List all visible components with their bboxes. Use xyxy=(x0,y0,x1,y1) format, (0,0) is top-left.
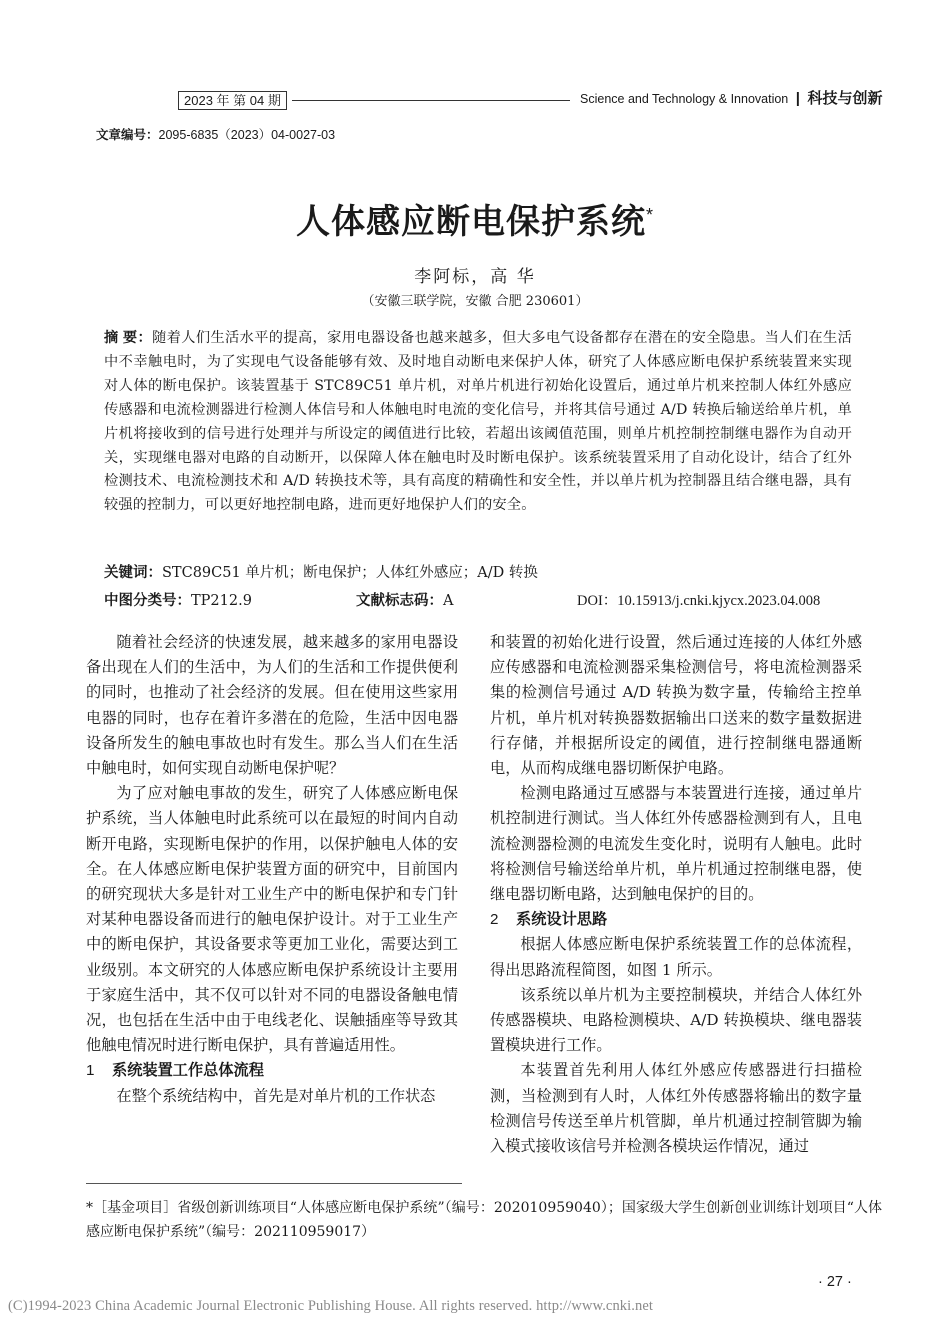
paper-title xyxy=(0,194,950,243)
paragraph: 和装置的初始化进行设置，然后通过连接的人体红外感应传感器和电流检测器采集检测信号，将电流检测器采集的检测信号通过 A/D 转换为数字量，传输给主控单片机，单片机对转换器数据输出口送来的数字量数据进行存储，并根据所设定的阈值，进行控制继电器通断电，从而构成继电器切断保护电路。 xyxy=(490,633,862,778)
authors: 李阿标，高 华 xyxy=(414,267,536,287)
paragraph: 随着社会经济的快速发展，越来越多的家用电器设备出现在人们的生活中，为人们的生活和工作提供便利的同时，也推动了社会经济的发展。但在使用这些家用电器的同时，也存在着许多潜在的危险，生活中因电器设备所发生的触电事故也时有发生。那么当人们在生活中触电时，如何实现自动断电保护呢？ xyxy=(86,633,458,778)
paragraph: 在整个系统结构中，首先是对单片机的工作状态 xyxy=(116,1086,436,1105)
section-number: 2 xyxy=(490,911,499,929)
body-column-right xyxy=(490,630,862,1159)
abstract-label: 摘 要： xyxy=(104,330,153,346)
document-code-value: A xyxy=(443,593,454,609)
article-number-label: 文章编号： xyxy=(96,128,159,142)
header-rule xyxy=(292,100,570,101)
clc-number xyxy=(104,589,252,610)
clc-label: 中图分类号： xyxy=(104,592,191,609)
paragraph: 根据人体感应断电保护系统装置工作的总体流程，得出思路流程简图，如图 1 所示。 xyxy=(490,935,862,979)
paragraph: 本装置首先利用人体红外感应传感器进行扫描检测，当检测到有人时，人体红外传感器将输出的数字量检测信号传送至单片机管脚，单片机通过控制管脚为输入模式接收该信号并检测各模块运作情况，通过 xyxy=(490,1061,862,1156)
body-column-left xyxy=(86,630,458,1109)
paragraph: 为了应对触电事故的发生，研究了人体感应断电保护系统，当人体触电时此系统可以在最短的时间内自动断开电路，实现断电保护的作用，以保护触电人体的安全。在人体感应断电保护装置方面的研究中，目前国内的研究现状大多是针对工业生产中的断电保护和专门针对某种电器设备而进行的触电保护设计。对于工业生产中的断电保护，其设备要求等更加工业化，需要达到工业级别。本文研究的人体感应断电保护系统设计主要用于家庭生活中，其不仅可以针对不同的电器设备触电情况，也包括在生活中由于电线老化、误触插座等导致其他触电情况时进行断电保护，具有普遍适用性。 xyxy=(86,784,458,1055)
affiliation: （安徽三联学院，安徽 合肥 230601） xyxy=(361,294,589,309)
section-title: 系统设计思路 xyxy=(516,911,608,929)
header-separator: | xyxy=(795,90,800,107)
section-heading-2 xyxy=(490,907,862,932)
document-code-label: 文献标志码： xyxy=(356,592,443,609)
journal-name-cn: 科技与创新 xyxy=(807,90,883,107)
footnote: *［基金项目］省级创新训练项目“人体感应断电保护系统”（编号：202010959040）；国家级大学生创新创业训练计划项目“人体感应断电保护系统”（编号：202110959017） xyxy=(86,1200,882,1240)
keywords-text: STC89C51 单片机；断电保护；人体红外感应；A/D 转换 xyxy=(162,565,538,581)
keywords-label: 关键词： xyxy=(104,565,162,581)
journal-name-en: Science and Technology & Innovation xyxy=(580,92,789,106)
paragraph: 检测电路通过互感器与本装置进行连接，通过单片机控制进行测试。当人体红外传感器检测到有人，且电流检测器检测的电流发生变化时，说明有人触电。此时将检测信号输送给单片机，单片机通过控制继电器，使继电器切断电路，达到触电保护的目的。 xyxy=(490,784,862,904)
title-footnote-mark: * xyxy=(645,205,654,225)
keywords xyxy=(104,562,538,584)
section-number: 1 xyxy=(86,1062,95,1080)
issue-label: 2023 年 第 04 期 xyxy=(178,91,287,110)
copyright-watermark: (C)1994-2023 China Academic Journal Electronic Publishing House. All rights reserved. http://www.cnki.net xyxy=(8,1298,654,1314)
journal-header xyxy=(580,90,882,108)
article-number xyxy=(96,125,335,143)
article-number-value: 2095-6835（2023）04-0027-03 xyxy=(158,128,336,142)
clc-value: TP212.9 xyxy=(191,593,252,609)
abstract xyxy=(104,327,852,518)
paper-title-text: 人体感应断电保护系统 xyxy=(295,203,646,241)
doi: DOI：10.15913/j.cnki.kjycx.2023.04.008 xyxy=(577,593,821,609)
page-number: · 27 · xyxy=(818,1274,852,1290)
section-heading-1 xyxy=(86,1058,458,1083)
section-title: 系统装置工作总体流程 xyxy=(112,1062,264,1080)
document-code xyxy=(356,589,453,610)
footnote-rule xyxy=(86,1183,462,1184)
abstract-text: 随着人们生活水平的提高，家用电器设备也越来越多，但大多电气设备都存在潜在的安全隐患。当人们在生活中不幸触电时，为了实现电气设备能够有效、及时地自动断电来保护人体，研究了人体感应断电保护系统装置来实现对人体的断电保护。该装置基于 STC89C51 单片机，对单片机进行初始化设置后，通过单片机来控制人体红外感应传感器和电流检测器进行检测人体信号和人体触电时电流的变化信号，并将其信号通过 A/D 转换后输送给单片机，单片机将接收到的信号进行处理并与所设定的阈值进行比较，若超出该阈值范围，则单片机控制控制继电器作为自动开关，实现继电器对电路的自动断开，以保障人体在触电时及时断电保护。该系统装置采用了自动化设计，结合了红外检测技术、电流检测技术和 A/D 转换技术等，具有高度的精确性和安全性，并以单片机为控制器且结合继电器，具有较强的控制力，可以更好地控制电路，进而更好地保护人们的安全。 xyxy=(104,330,853,514)
paragraph: 该系统以单片机为主要控制模块，并结合人体红外传感器模块、电路检测模块、A/D 转换模块、继电器装置模块进行工作。 xyxy=(490,985,862,1055)
